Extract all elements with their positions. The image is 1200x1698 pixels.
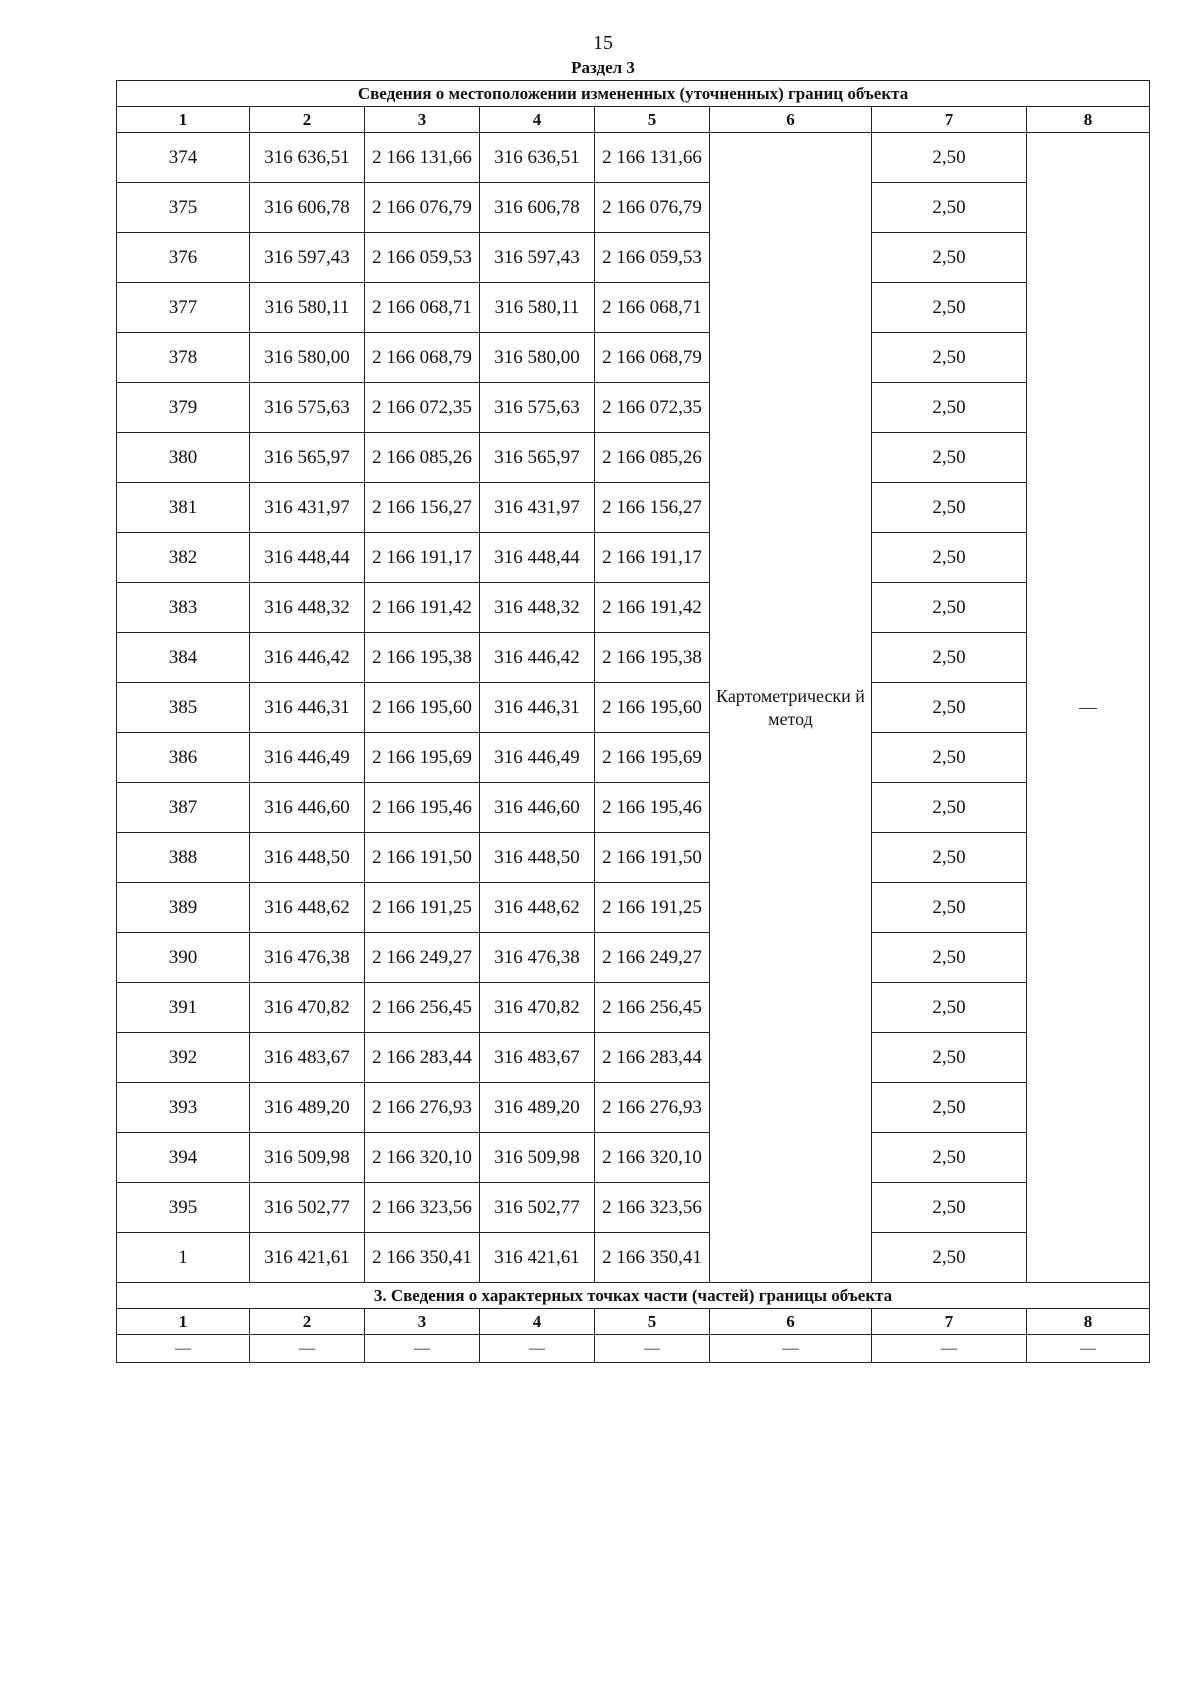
column-number: 6	[710, 107, 872, 133]
column-number: 3	[365, 1309, 480, 1335]
accuracy-cell: 2,50	[872, 883, 1027, 933]
x-existing-cell: 316 606,78	[250, 183, 365, 233]
x-refined-cell: 316 597,43	[480, 233, 595, 283]
x-refined-cell: 316 502,77	[480, 1183, 595, 1233]
empty-cell: —	[710, 1335, 872, 1363]
y-refined-cell: 2 166 323,56	[595, 1183, 710, 1233]
y-refined-cell: 2 166 350,41	[595, 1233, 710, 1283]
accuracy-cell: 2,50	[872, 433, 1027, 483]
y-refined-cell: 2 166 283,44	[595, 1033, 710, 1083]
y-existing-cell: 2 166 195,60	[365, 683, 480, 733]
x-existing-cell: 316 446,31	[250, 683, 365, 733]
column-number: 7	[872, 107, 1027, 133]
y-refined-cell: 2 166 068,71	[595, 283, 710, 333]
accuracy-cell: 2,50	[872, 233, 1027, 283]
y-existing-cell: 2 166 068,79	[365, 333, 480, 383]
method-cell: Картометрически й метод	[710, 133, 872, 1283]
y-refined-cell: 2 166 195,46	[595, 783, 710, 833]
table-row	[117, 133, 1150, 183]
accuracy-cell: 2,50	[872, 383, 1027, 433]
column-number: 4	[480, 107, 595, 133]
x-existing-cell: 316 483,67	[250, 1033, 365, 1083]
y-existing-cell: 2 166 195,69	[365, 733, 480, 783]
x-refined-cell: 316 446,42	[480, 633, 595, 683]
x-refined-cell: 316 580,00	[480, 333, 595, 383]
column-number: 4	[480, 1309, 595, 1335]
y-existing-cell: 2 166 256,45	[365, 983, 480, 1033]
y-existing-cell: 2 166 191,42	[365, 583, 480, 633]
table-row	[117, 333, 1150, 383]
column-number: 8	[1027, 1309, 1150, 1335]
table-row	[117, 1183, 1150, 1233]
y-refined-cell: 2 166 072,35	[595, 383, 710, 433]
column-numbers-row	[117, 107, 1150, 133]
accuracy-cell: 2,50	[872, 683, 1027, 733]
x-refined-cell: 316 575,63	[480, 383, 595, 433]
x-refined-cell: 316 446,60	[480, 783, 595, 833]
y-existing-cell: 2 166 072,35	[365, 383, 480, 433]
y-existing-cell: 2 166 276,93	[365, 1083, 480, 1133]
point-number-cell: 392	[117, 1033, 250, 1083]
part-empty-row	[117, 1335, 1150, 1363]
accuracy-cell: 2,50	[872, 533, 1027, 583]
point-number-cell: 393	[117, 1083, 250, 1133]
table-row	[117, 483, 1150, 533]
empty-cell: —	[872, 1335, 1027, 1363]
part-title: 3. Сведения о характерных точках части (частей) границы объекта	[117, 1283, 1150, 1309]
table-row	[117, 183, 1150, 233]
x-existing-cell: 316 509,98	[250, 1133, 365, 1183]
y-refined-cell: 2 166 195,69	[595, 733, 710, 783]
x-existing-cell: 316 431,97	[250, 483, 365, 533]
point-number-cell: 377	[117, 283, 250, 333]
table-row	[117, 283, 1150, 333]
y-existing-cell: 2 166 131,66	[365, 133, 480, 183]
accuracy-cell: 2,50	[872, 833, 1027, 883]
point-number-cell: 382	[117, 533, 250, 583]
x-refined-cell: 316 606,78	[480, 183, 595, 233]
part-column-numbers-row	[117, 1309, 1150, 1335]
x-refined-cell: 316 448,44	[480, 533, 595, 583]
empty-cell: —	[480, 1335, 595, 1363]
table-row	[117, 383, 1150, 433]
point-number-cell: 375	[117, 183, 250, 233]
y-existing-cell: 2 166 191,17	[365, 533, 480, 583]
table-row	[117, 633, 1150, 683]
x-refined-cell: 316 483,67	[480, 1033, 595, 1083]
accuracy-cell: 2,50	[872, 1133, 1027, 1183]
point-number-cell: 391	[117, 983, 250, 1033]
point-number-cell: 374	[117, 133, 250, 183]
x-refined-cell: 316 448,50	[480, 833, 595, 883]
empty-cell: —	[117, 1335, 250, 1363]
column-number: 1	[117, 1309, 250, 1335]
x-refined-cell: 316 636,51	[480, 133, 595, 183]
empty-cell: —	[250, 1335, 365, 1363]
accuracy-cell: 2,50	[872, 183, 1027, 233]
x-existing-cell: 316 476,38	[250, 933, 365, 983]
y-refined-cell: 2 166 059,53	[595, 233, 710, 283]
boundary-table	[116, 80, 1150, 1363]
y-existing-cell: 2 166 195,38	[365, 633, 480, 683]
accuracy-cell: 2,50	[872, 133, 1027, 183]
table-row	[117, 533, 1150, 583]
y-existing-cell: 2 166 323,56	[365, 1183, 480, 1233]
accuracy-cell: 2,50	[872, 583, 1027, 633]
section-title: Раздел 3	[571, 58, 635, 77]
table-row	[117, 1033, 1150, 1083]
accuracy-cell: 2,50	[872, 933, 1027, 983]
y-refined-cell: 2 166 191,25	[595, 883, 710, 933]
y-refined-cell: 2 166 068,79	[595, 333, 710, 383]
point-number-cell: 381	[117, 483, 250, 533]
y-existing-cell: 2 166 068,71	[365, 283, 480, 333]
column-number: 5	[595, 1309, 710, 1335]
accuracy-cell: 2,50	[872, 1233, 1027, 1283]
table-row	[117, 783, 1150, 833]
accuracy-cell: 2,50	[872, 483, 1027, 533]
accuracy-cell: 2,50	[872, 1033, 1027, 1083]
empty-cell: —	[365, 1335, 480, 1363]
column-number: 2	[250, 107, 365, 133]
y-refined-cell: 2 166 076,79	[595, 183, 710, 233]
point-number-cell: 379	[117, 383, 250, 433]
x-existing-cell: 316 421,61	[250, 1233, 365, 1283]
x-refined-cell: 316 489,20	[480, 1083, 595, 1133]
column-number: 3	[365, 107, 480, 133]
y-refined-cell: 2 166 191,50	[595, 833, 710, 883]
x-refined-cell: 316 446,49	[480, 733, 595, 783]
y-existing-cell: 2 166 320,10	[365, 1133, 480, 1183]
x-existing-cell: 316 636,51	[250, 133, 365, 183]
y-existing-cell: 2 166 195,46	[365, 783, 480, 833]
point-number-cell: 380	[117, 433, 250, 483]
x-refined-cell: 316 448,62	[480, 883, 595, 933]
y-existing-cell: 2 166 156,27	[365, 483, 480, 533]
x-existing-cell: 316 565,97	[250, 433, 365, 483]
y-refined-cell: 2 166 195,60	[595, 683, 710, 733]
y-existing-cell: 2 166 350,41	[365, 1233, 480, 1283]
point-number-cell: 385	[117, 683, 250, 733]
y-existing-cell: 2 166 085,26	[365, 433, 480, 483]
x-existing-cell: 316 575,63	[250, 383, 365, 433]
table-row	[117, 983, 1150, 1033]
table-row	[117, 1083, 1150, 1133]
accuracy-cell: 2,50	[872, 333, 1027, 383]
point-number-cell: 394	[117, 1133, 250, 1183]
table-row	[117, 933, 1150, 983]
x-refined-cell: 316 476,38	[480, 933, 595, 983]
y-refined-cell: 2 166 156,27	[595, 483, 710, 533]
x-existing-cell: 316 448,44	[250, 533, 365, 583]
accuracy-cell: 2,50	[872, 733, 1027, 783]
x-existing-cell: 316 489,20	[250, 1083, 365, 1133]
y-existing-cell: 2 166 283,44	[365, 1033, 480, 1083]
x-refined-cell: 316 431,97	[480, 483, 595, 533]
y-refined-cell: 2 166 249,27	[595, 933, 710, 983]
table-row	[117, 683, 1150, 733]
y-refined-cell: 2 166 276,93	[595, 1083, 710, 1133]
page-number: 15	[593, 32, 613, 54]
accuracy-cell: 2,50	[872, 283, 1027, 333]
point-number-cell: 389	[117, 883, 250, 933]
empty-cell: —	[595, 1335, 710, 1363]
x-existing-cell: 316 502,77	[250, 1183, 365, 1233]
table-row	[117, 883, 1150, 933]
description-cell: —	[1027, 133, 1150, 1283]
column-number: 1	[117, 107, 250, 133]
y-refined-cell: 2 166 191,17	[595, 533, 710, 583]
point-number-cell: 387	[117, 783, 250, 833]
table-row	[117, 1133, 1150, 1183]
accuracy-cell: 2,50	[872, 1083, 1027, 1133]
point-number-cell: 378	[117, 333, 250, 383]
y-existing-cell: 2 166 191,50	[365, 833, 480, 883]
x-existing-cell: 316 448,62	[250, 883, 365, 933]
point-number-cell: 383	[117, 583, 250, 633]
y-refined-cell: 2 166 320,10	[595, 1133, 710, 1183]
x-existing-cell: 316 448,32	[250, 583, 365, 633]
table-row	[117, 833, 1150, 883]
table-row	[117, 733, 1150, 783]
column-number: 7	[872, 1309, 1027, 1335]
point-number-cell: 1	[117, 1233, 250, 1283]
y-existing-cell: 2 166 249,27	[365, 933, 480, 983]
x-refined-cell: 316 580,11	[480, 283, 595, 333]
y-refined-cell: 2 166 256,45	[595, 983, 710, 1033]
table-row	[117, 1233, 1150, 1283]
accuracy-cell: 2,50	[872, 1183, 1027, 1233]
y-refined-cell: 2 166 195,38	[595, 633, 710, 683]
x-existing-cell: 316 446,42	[250, 633, 365, 683]
empty-cell: —	[1027, 1335, 1150, 1363]
table-row	[117, 433, 1150, 483]
x-existing-cell: 316 446,60	[250, 783, 365, 833]
accuracy-cell: 2,50	[872, 983, 1027, 1033]
accuracy-cell: 2,50	[872, 633, 1027, 683]
x-refined-cell: 316 509,98	[480, 1133, 595, 1183]
point-number-cell: 395	[117, 1183, 250, 1233]
x-existing-cell: 316 597,43	[250, 233, 365, 283]
y-existing-cell: 2 166 059,53	[365, 233, 480, 283]
x-existing-cell: 316 448,50	[250, 833, 365, 883]
column-number: 5	[595, 107, 710, 133]
y-refined-cell: 2 166 085,26	[595, 433, 710, 483]
y-refined-cell: 2 166 191,42	[595, 583, 710, 633]
y-refined-cell: 2 166 131,66	[595, 133, 710, 183]
x-existing-cell: 316 580,00	[250, 333, 365, 383]
column-number: 8	[1027, 107, 1150, 133]
table-row	[117, 233, 1150, 283]
column-number: 6	[710, 1309, 872, 1335]
table-title: Сведения о местоположении измененных (уточненных) границ объекта	[117, 81, 1150, 107]
column-number: 2	[250, 1309, 365, 1335]
x-existing-cell: 316 446,49	[250, 733, 365, 783]
point-number-cell: 376	[117, 233, 250, 283]
accuracy-cell: 2,50	[872, 783, 1027, 833]
point-number-cell: 390	[117, 933, 250, 983]
x-refined-cell: 316 470,82	[480, 983, 595, 1033]
x-refined-cell: 316 446,31	[480, 683, 595, 733]
x-refined-cell: 316 448,32	[480, 583, 595, 633]
x-refined-cell: 316 565,97	[480, 433, 595, 483]
point-number-cell: 384	[117, 633, 250, 683]
y-existing-cell: 2 166 191,25	[365, 883, 480, 933]
point-number-cell: 386	[117, 733, 250, 783]
x-existing-cell: 316 580,11	[250, 283, 365, 333]
point-number-cell: 388	[117, 833, 250, 883]
table-row	[117, 583, 1150, 633]
y-existing-cell: 2 166 076,79	[365, 183, 480, 233]
x-refined-cell: 316 421,61	[480, 1233, 595, 1283]
x-existing-cell: 316 470,82	[250, 983, 365, 1033]
